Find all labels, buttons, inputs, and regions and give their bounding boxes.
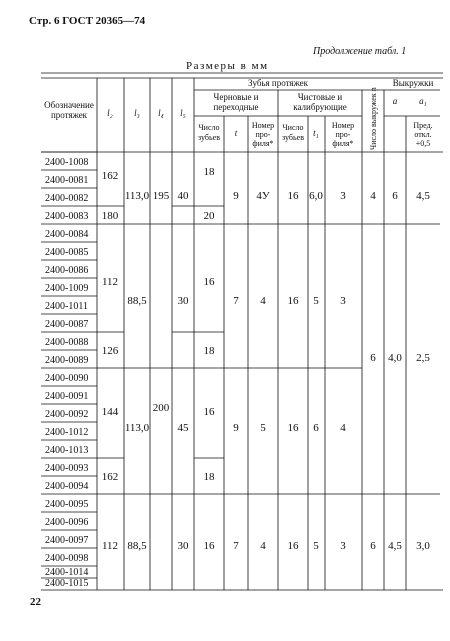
cell-finish-count: 16 — [287, 422, 299, 434]
designation-cell: 2400-0097 — [45, 535, 89, 546]
cell-a: 4,5 — [388, 540, 402, 552]
cell-l5: 40 — [177, 190, 189, 202]
header-rough-1: Черновые и — [213, 92, 259, 102]
cell-slot-count: 6 — [370, 540, 376, 552]
header-rough-profile-1: Номер — [251, 121, 275, 130]
cell-rough-count: 18 — [203, 471, 215, 483]
header-rough-profile-3: филя* — [252, 139, 274, 148]
cell-finish-profile: 3 — [340, 295, 346, 307]
header-rough-count-1: Число — [198, 123, 220, 132]
header-rough-2: переходные — [213, 102, 259, 112]
cell-a1: 2,5 — [416, 352, 430, 364]
header-finish-1: Чистовые и — [297, 92, 343, 102]
cell-rough-profile: 4 — [260, 295, 266, 307]
cell-a: 6 — [392, 190, 398, 202]
cell-l3: 113,0 — [124, 422, 150, 434]
header-finish-count-2: зубьев — [282, 133, 304, 142]
header-slot-count: Число выкружек n — [369, 87, 378, 150]
cell-a1: 3,0 — [416, 540, 430, 552]
cell-finish-t1: 6,0 — [309, 190, 323, 202]
designation-cell: 2400-0093 — [45, 463, 89, 474]
cell-finish-profile: 3 — [340, 190, 346, 202]
page-number: 22 — [30, 596, 41, 608]
cell-l5: 30 — [177, 540, 189, 552]
continuation-label: Продолжение табл. 1 — [313, 46, 407, 57]
cell-rough-t: 7 — [233, 295, 239, 307]
cell-a: 4,0 — [388, 352, 402, 364]
designation-cell: 2400-0094 — [45, 481, 89, 492]
designation-cell: 2400-0087 — [45, 319, 89, 330]
header-slots-group: Выкружки — [392, 78, 434, 88]
cell-finish-profile: 3 — [340, 540, 346, 552]
designation-column — [45, 157, 88, 589]
cell-rough-profile: 5 — [260, 422, 266, 434]
cell-finish-t1: 6 — [313, 422, 319, 434]
designation-cell: 2400-0096 — [45, 517, 89, 528]
cell-rough-count: 16 — [203, 540, 215, 552]
cell-rough-count: 18 — [203, 345, 215, 357]
header-finish-count-1: Число — [282, 123, 304, 132]
cell-l2: 112 — [101, 276, 119, 288]
header-finish-t1: t₁ — [313, 128, 319, 138]
cell-rough-t: 9 — [233, 422, 239, 434]
units-caption: Размеры в мм — [186, 60, 269, 72]
cell-l5: 30 — [177, 295, 189, 307]
designation-cell: 2400-1009 — [45, 283, 89, 294]
cell-rough-count: 20 — [203, 210, 215, 222]
designation-cell: 2400-1008 — [45, 157, 89, 168]
cell-l3: 113,0 — [124, 190, 150, 202]
cell-l2: 162 — [101, 471, 119, 483]
header-finish-2: калибрующие — [293, 102, 347, 112]
designation-cell: 2400-1014 — [45, 567, 89, 578]
header-l3: l₃ — [134, 108, 140, 118]
designation-cell: 2400-0092 — [45, 409, 89, 420]
table-grid — [41, 73, 443, 590]
cell-l2: 112 — [101, 540, 119, 552]
cell-rough-t: 7 — [233, 540, 239, 552]
cell-slot-count: 4 — [370, 190, 376, 202]
header-teeth-group: Зубья протяжек — [247, 78, 309, 88]
cell-l2: 126 — [101, 345, 119, 357]
cell-l2: 162 — [101, 170, 119, 182]
header-finish-profile-3: филя* — [332, 139, 354, 148]
designation-cell: 2400-0091 — [45, 391, 89, 402]
header-a1-tol-1: Пред. — [413, 121, 433, 130]
cell-l2: 144 — [101, 406, 119, 418]
header-finish-profile-2: про- — [335, 130, 351, 139]
header-a1: a₁ — [419, 96, 427, 106]
designation-cell: 2400-0081 — [45, 175, 89, 186]
header-l2: l₂ — [107, 108, 113, 118]
cell-rough-count: 16 — [203, 276, 215, 288]
cell-finish-count: 16 — [287, 540, 299, 552]
cell-rough-count: 16 — [203, 406, 215, 418]
cell-slot-count: 6 — [370, 352, 376, 364]
cell-rough-count: 18 — [203, 166, 215, 178]
cell-finish-count: 16 — [287, 295, 299, 307]
cell-l3: 88,5 — [127, 540, 147, 552]
header-l4: l₄ — [158, 108, 164, 118]
cell-l4: 200 — [152, 402, 170, 414]
cell-rough-t: 9 — [233, 190, 239, 202]
header-designation-1: Обозначение — [44, 100, 94, 110]
page-label: Стр. 6 ГОСТ 20365—74 — [29, 15, 146, 27]
header-rough-t: t — [234, 128, 238, 138]
header-rough-profile-2: про- — [255, 130, 271, 139]
cell-l2: 180 — [101, 210, 119, 222]
cell-finish-count: 16 — [287, 190, 299, 202]
header-a1-tol-2: откл. — [414, 130, 432, 139]
designation-cell: 2400-0095 — [45, 499, 89, 510]
designation-cell: 2400-0089 — [45, 355, 89, 366]
header-designation-2: протяжек — [50, 110, 88, 120]
cell-rough-profile: 4 — [260, 540, 266, 552]
designation-cell: 2400-1013 — [45, 445, 89, 456]
header-rough-count-2: зубьев — [198, 133, 220, 142]
designation-cell: 2400-0086 — [45, 265, 89, 276]
cell-finish-t1: 5 — [313, 295, 319, 307]
designation-cell: 2400-1012 — [45, 427, 89, 438]
cell-finish-t1: 5 — [313, 540, 319, 552]
cell-l5: 45 — [177, 422, 189, 434]
designation-cell: 2400-0085 — [45, 247, 89, 258]
cell-finish-profile: 4 — [340, 422, 346, 434]
header-a: a — [392, 96, 398, 106]
cell-a1: 4,5 — [416, 190, 430, 202]
designation-cell: 2400-0083 — [45, 211, 89, 222]
designation-cell: 2400-0082 — [45, 193, 89, 204]
designation-cell: 2400-0090 — [45, 373, 89, 384]
cell-rough-profile: 4У — [256, 190, 270, 202]
cell-l3: 88,5 — [127, 295, 147, 307]
designation-cell: 2400-0088 — [45, 337, 89, 348]
header-a1-tol-3: +0,5 — [415, 139, 431, 148]
designation-cell: 2400-0084 — [45, 229, 89, 240]
header-l5: l₅ — [180, 108, 186, 118]
designation-cell: 2400-1011 — [45, 301, 88, 312]
designation-cell: 2400-0098 — [45, 553, 89, 564]
header-finish-profile-1: Номер — [331, 121, 355, 130]
cell-l4: 195 — [152, 190, 170, 202]
designation-cell: 2400-1015 — [45, 578, 89, 589]
